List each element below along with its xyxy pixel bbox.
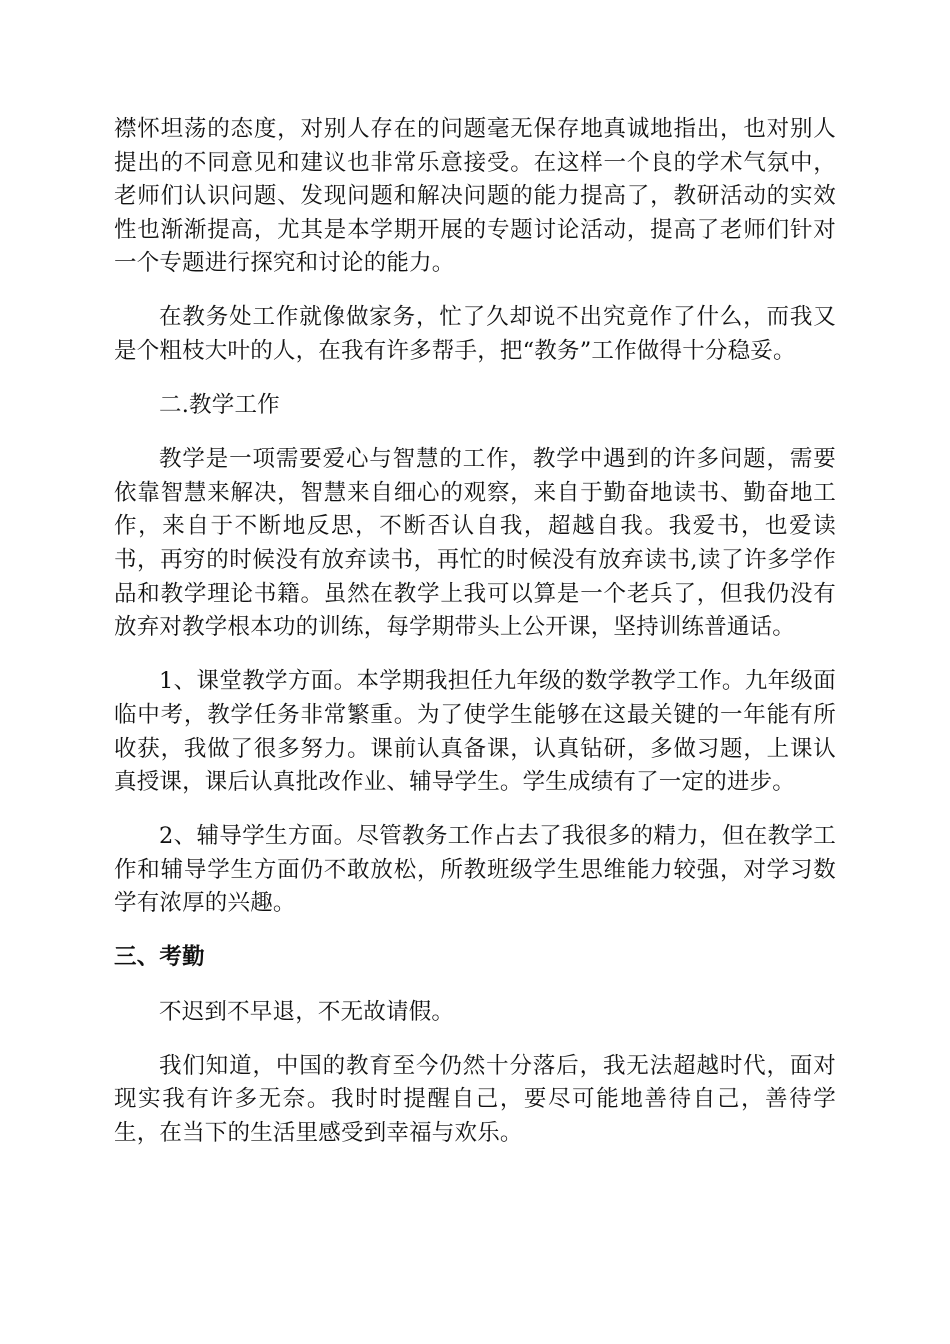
paragraph-attendance: 不迟到不早退，不无故请假。 <box>159 998 455 1025</box>
paragraph-closing: 我们知道，中国的教育至今仍然十分落后，我无法超越时代，面对现实我有许多无奈。我时时提醒自己，要尽可能地善待自己，善待学生，在当下的生活里感受到幸福与欢乐。 <box>114 1052 836 1146</box>
section-heading-teaching: 二.教学工作 <box>159 392 280 419</box>
paragraph-student-tutoring: 2、辅导学生方面。尽管教务工作占去了我很多的精力，但在教学工作和辅导学生方面仍不敢放松，所教班级学生思维能力较强，对学习数学有浓厚的兴趣。 <box>114 823 836 917</box>
paragraph-classroom-teaching: 1、课堂教学方面。本学期我担任九年级的数学教学工作。九年级面临中考，教学任务非常繁重。为了使学生能够在这最关键的一年能有所收获，我做了很多努力。课前认真备课，认真钻研，多做习题，上课认真授课，课后认真批改作业、辅导学生。学生成绩有了一定的进步。 <box>114 668 836 796</box>
document-body <box>114 113 836 1171</box>
paragraph-academic-office: 在教务处工作就像做家务，忙了久却说不出究竟作了什么，而我又是个粗枝大叶的人，在我有许多帮手，把“教务”工作做得十分稳妥。 <box>114 304 836 365</box>
section-heading-attendance: 三、考勤 <box>114 944 205 971</box>
paragraph-continuation: 襟怀坦荡的态度，对别人存在的问题毫无保存地真诚地指出，也对别人提出的不同意见和建议也非常乐意接受。在这样一个良的学术气氛中，老师们认识问题、发现问题和解决问题的能力提高了，教研活动的实效性也渐渐提高，尤其是本学期开展的专题讨论活动，提高了老师们针对一个专题进行探究和讨论的能力。 <box>114 116 836 277</box>
paragraph-teaching-intro: 教学是一项需要爱心与智慧的工作，教学中遇到的许多问题，需要依靠智慧来解决，智慧来自细心的观察，来自于勤奋地读书、勤奋地工作，来自于不断地反思，不断否认自我，超越自我。我爱书，也爱读书，再穷的时候没有放弃读书，再忙的时候没有放弃读书,读了许多学作品和教学理论书籍。虽然在教学上我可以算是一个老兵了，但我仍没有放弃对教学根本功的训练，每学期带头上公开课，坚持训练普通话。 <box>114 446 836 641</box>
